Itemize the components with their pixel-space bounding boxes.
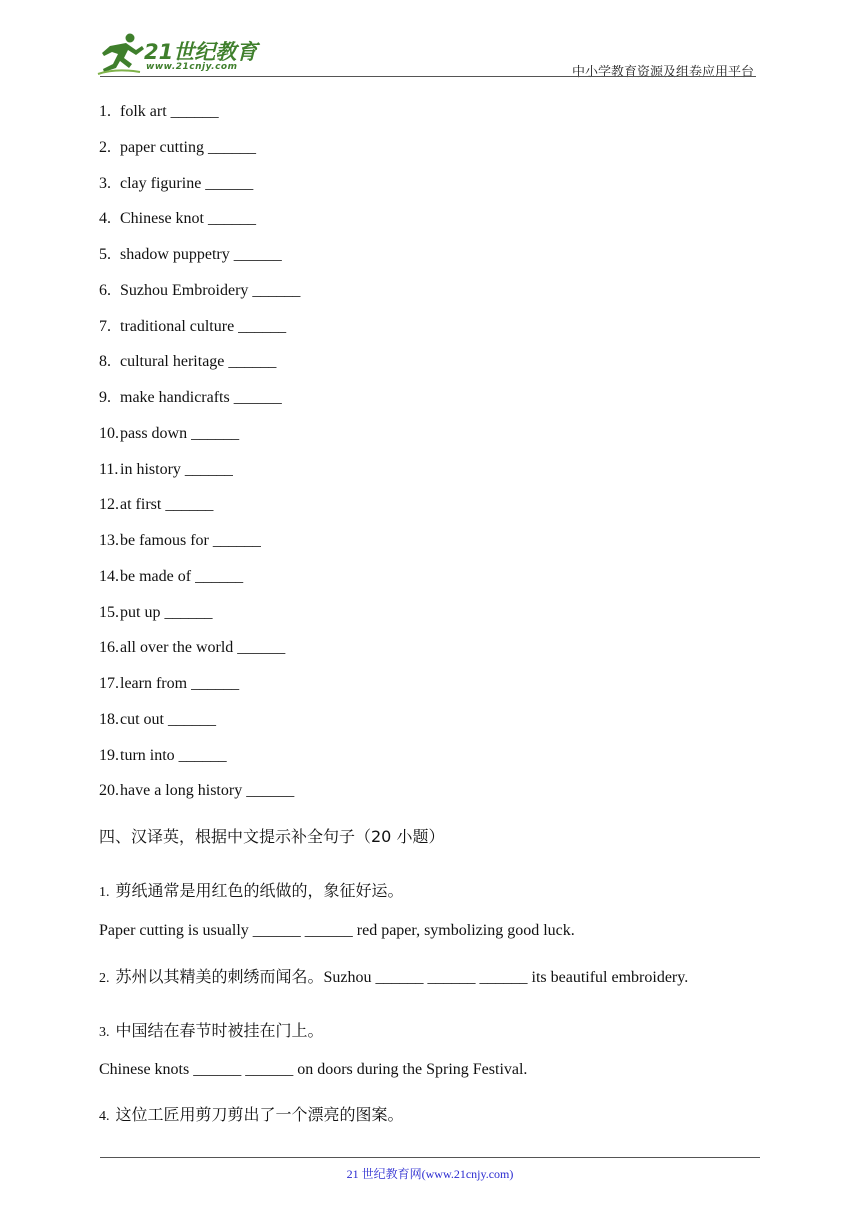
- item-number: 5.: [99, 246, 111, 263]
- list-item: [99, 102, 300, 138]
- list-item: [99, 281, 300, 317]
- item-text: Suzhou Embroidery ______: [120, 281, 301, 299]
- item-text: paper cutting ______: [120, 138, 256, 156]
- item-text: in history ______: [120, 460, 233, 478]
- list-item: [99, 781, 300, 817]
- item-number: 15.: [99, 603, 119, 621]
- footer-divider: [100, 1157, 760, 1158]
- question-2-prompt: [99, 964, 688, 987]
- list-item: [99, 674, 300, 710]
- list-item: [99, 352, 300, 388]
- item-number: 13.: [99, 532, 119, 549]
- page-footer: 21 世纪教育网(www.21cnjy.com): [346, 1167, 514, 1181]
- item-text: learn from ______: [120, 675, 240, 692]
- item-number: 11.: [99, 460, 119, 478]
- item-text: pass down ______: [120, 424, 240, 442]
- list-item: [99, 317, 300, 353]
- question-1-prompt: [99, 878, 404, 901]
- question-3-prompt: [99, 1018, 324, 1041]
- logo-url: www.21cnjy.com: [146, 62, 238, 72]
- item-text: put up ______: [120, 603, 213, 621]
- runner-logo-icon: [96, 32, 148, 76]
- list-item: [99, 746, 300, 782]
- item-text: all over the world ______: [120, 639, 286, 657]
- item-number: 20.: [99, 782, 119, 800]
- question-4-prompt: [99, 1102, 404, 1125]
- item-text: traditional culture ______: [120, 317, 287, 335]
- list-item: [99, 638, 300, 674]
- item-text: be made of ______: [120, 567, 244, 585]
- item-text: be famous for ______: [120, 532, 261, 549]
- header-divider: [100, 76, 756, 77]
- item-number: 7.: [99, 317, 111, 335]
- list-item: [99, 603, 300, 639]
- list-item: [99, 209, 300, 245]
- question-chinese: 中国结在春节时被挂在门上。: [115, 1021, 324, 1040]
- question-number: 3.: [99, 1025, 110, 1040]
- list-item: [99, 174, 300, 210]
- section-title: 四、汉译英，根据中文提示补全句子（20 小题）: [99, 827, 445, 846]
- list-item: [99, 138, 300, 174]
- item-text: have a long history ______: [120, 782, 295, 800]
- item-text: shadow puppetry ______: [120, 246, 282, 263]
- logo-text: 21世纪教育: [144, 40, 258, 64]
- question-chinese: 剪纸通常是用红色的纸做的，象征好运。: [115, 881, 404, 900]
- item-number: 19.: [99, 746, 119, 764]
- item-number: 16.: [99, 639, 119, 657]
- item-number: 10.: [99, 424, 119, 442]
- question-1-sentence: Paper cutting is usually ______ ______ red paper, symbolizing good luck.: [99, 922, 575, 939]
- list-item: [99, 495, 300, 531]
- item-number: 12.: [99, 496, 119, 514]
- site-name: 中小学教育资源及组卷应用平台: [571, 64, 754, 79]
- item-number: 1.: [99, 103, 111, 120]
- list-item: [99, 531, 300, 567]
- question-chinese: 苏州以其精美的刺绣而闻名。: [115, 967, 324, 986]
- page-header: [0, 0, 860, 80]
- item-text: Chinese knot ______: [120, 210, 256, 228]
- vocab-list: [99, 102, 300, 817]
- item-text: at first ______: [120, 496, 214, 514]
- item-number: 14.: [99, 567, 119, 585]
- list-item: [99, 245, 300, 281]
- list-item: [99, 710, 300, 746]
- site-logo: [96, 32, 266, 78]
- question-sentence: Suzhou ______ ______ ______ its beautiful embroidery.: [323, 969, 689, 986]
- item-text: turn into ______: [120, 746, 227, 764]
- item-text: cultural heritage ______: [120, 353, 277, 371]
- item-number: 9.: [99, 389, 111, 406]
- list-item: [99, 460, 300, 496]
- list-item: [99, 388, 300, 424]
- question-number: 4.: [99, 1109, 110, 1124]
- question-number: 2.: [99, 971, 110, 986]
- item-number: 3.: [99, 174, 111, 192]
- question-chinese: 这位工匠用剪刀剪出了一个漂亮的图案。: [115, 1105, 404, 1124]
- item-number: 8.: [99, 353, 111, 371]
- item-number: 17.: [99, 675, 119, 692]
- item-number: 6.: [99, 281, 111, 299]
- question-number: 1.: [99, 885, 110, 900]
- item-number: 2.: [99, 138, 111, 156]
- list-item: [99, 567, 300, 603]
- item-number: 18.: [99, 710, 119, 728]
- list-item: [99, 424, 300, 460]
- item-text: folk art ______: [120, 103, 219, 120]
- item-text: cut out ______: [120, 710, 216, 728]
- question-3-sentence: Chinese knots ______ ______ on doors during the Spring Festival.: [99, 1061, 528, 1078]
- item-text: make handicrafts ______: [120, 389, 282, 406]
- item-text: clay figurine ______: [120, 174, 254, 192]
- item-number: 4.: [99, 210, 111, 228]
